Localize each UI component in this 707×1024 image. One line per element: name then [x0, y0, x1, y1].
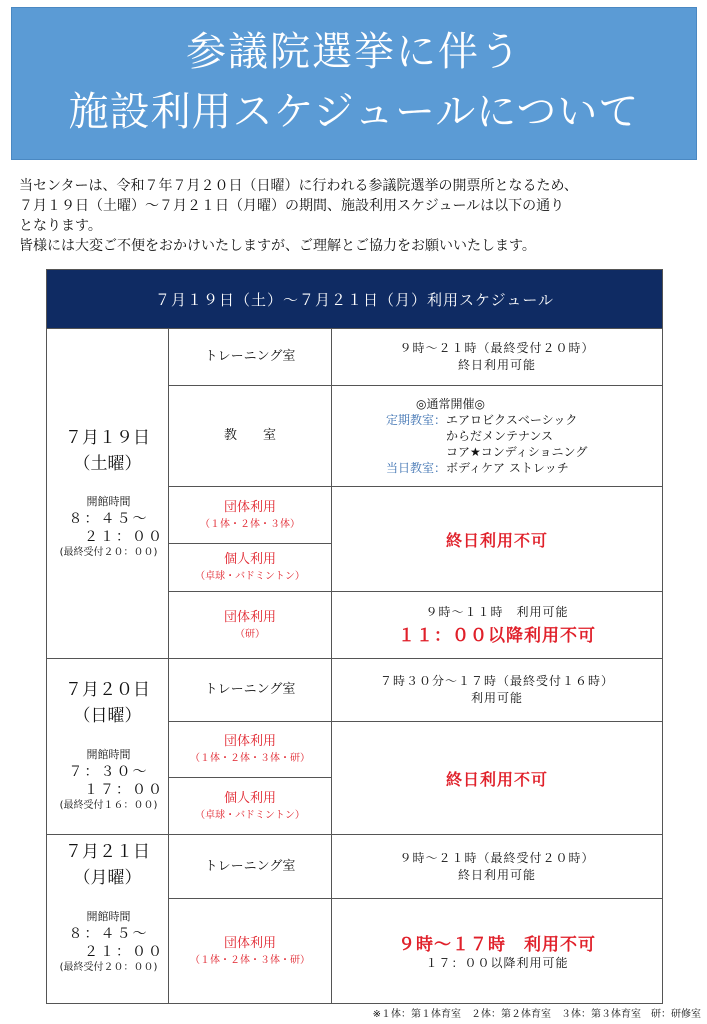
seminar-closed: １１：００以降利用不可 — [398, 626, 597, 646]
facility-training: トレーニング室 — [169, 659, 332, 722]
training-status: 終日利用可能 — [458, 867, 537, 882]
facility-training: トレーニング室 — [169, 835, 332, 899]
training-time: ９時～２１時（最終受付２０時） — [399, 850, 595, 865]
training-status: 終日利用可能 — [458, 358, 537, 372]
intro-line-1: 当センターは、令和７年７月２０日（日曜）に行われる参議院選挙の開票所となるため、 — [19, 178, 578, 194]
day-weekday: （日曜） — [73, 706, 142, 726]
group-use-sub: （１体・２体・３体・研） — [190, 753, 310, 764]
group-use-sub: （研） — [235, 628, 265, 640]
opening-to: ２１：００ — [84, 944, 164, 960]
individual-use-sub: （卓球・バドミントン） — [195, 809, 305, 821]
day-cell-0719 — [47, 329, 169, 659]
intro-line-4: 皆様には大変ご不便をおかけいたしますが、ご理解とご協力をお願いいたします。 — [19, 238, 536, 254]
intro-line-2: ７月１９日（土曜）～７月２１日（月曜）の期間、施設利用スケジュールは以下の通り — [19, 198, 565, 214]
day-date: ７月２０日 — [65, 680, 150, 700]
day-date: ７月１９日 — [65, 428, 150, 448]
daily-class-1: ボディケア ストレッチ — [446, 461, 569, 475]
opening-hours-label: 開館時間 — [86, 748, 131, 761]
individual-use-sub: （卓球・バドミントン） — [195, 571, 305, 582]
last-entry: (最終受付１６：００) — [59, 800, 158, 811]
training-schedule — [332, 329, 663, 386]
facility-individual-use — [169, 778, 332, 835]
opening-from: ７：３０～ — [68, 764, 149, 780]
last-entry: (最終受付２０：００) — [59, 547, 158, 558]
opening-hours — [53, 747, 164, 813]
regular-class-1: エアロビクスベーシック — [446, 413, 578, 427]
day-cell-0720 — [47, 659, 169, 835]
day-weekday: （月曜） — [73, 868, 142, 888]
facility-training: トレーニング室 — [169, 329, 332, 386]
day-weekday: （土曜） — [73, 454, 142, 474]
facility-classroom: 教 室 — [169, 386, 332, 487]
opening-hours-label: 開館時間 — [86, 495, 131, 508]
schedule-table — [46, 269, 663, 1004]
training-status: 利用可能 — [471, 691, 524, 705]
opening-to: ２１：００ — [84, 529, 164, 545]
group-use-sub: （１体・２体・３体） — [200, 518, 300, 530]
opening-hours — [53, 909, 164, 975]
individual-use-label: 個人利用 — [223, 790, 276, 806]
facility-group-use — [169, 722, 332, 778]
group-use-label: 団体利用 — [223, 609, 276, 625]
opening-from: ８：４５～ — [68, 511, 149, 527]
opening-hours-label: 開館時間 — [86, 910, 131, 923]
opening-to: １７：００ — [84, 782, 164, 798]
training-schedule — [332, 659, 663, 722]
footnote: ※１体：第１体育室 ２体：第２体育室 ３体：第３体育室 研：研修室 — [372, 1009, 701, 1020]
group-closed-hours: ９時～１７時 利用不可 — [398, 935, 597, 955]
training-time: ９時～２１時（最終受付２０時） — [399, 341, 595, 355]
classroom-schedule — [332, 386, 663, 487]
regular-class-3: コア★コンディショニング — [446, 445, 588, 459]
group-use-schedule — [332, 899, 663, 1004]
individual-use-label: 個人利用 — [223, 552, 276, 567]
title-line-2: 施設利用スケジュールについて — [68, 89, 640, 135]
facility-group-use — [169, 899, 332, 1004]
seminar-schedule — [332, 592, 663, 659]
group-use-label: 団体利用 — [223, 499, 276, 515]
day-cell-0721 — [47, 835, 169, 1004]
closed-all-day: 終日利用不可 — [332, 722, 663, 835]
facility-group-use — [169, 487, 332, 544]
title-banner — [11, 7, 697, 160]
training-time: ７時３０分～１７時（最終受付１６時） — [380, 674, 615, 688]
daily-class-label: 当日教室： — [386, 461, 447, 475]
facility-group-use-seminar — [169, 592, 332, 659]
group-use-label: 団体利用 — [223, 935, 276, 951]
intro-text — [19, 176, 699, 256]
closed-all-day: 終日利用不可 — [332, 487, 663, 592]
intro-line-3: となります。 — [19, 218, 102, 234]
seminar-time: ９時～１１時 利用可能 — [425, 605, 569, 619]
regular-class-2: からだメンテナンス — [446, 429, 554, 443]
table-header: ７月１９日（土）～７月２１日（月）利用スケジュール — [47, 270, 663, 329]
group-use-sub: （１体・２体・３体・研） — [190, 954, 310, 966]
class-title: ◎通常開催◎ — [416, 397, 485, 411]
facility-individual-use — [169, 544, 332, 592]
last-entry: (最終受付２０：００) — [59, 962, 158, 973]
title-line-1: 参議院選挙に伴う — [186, 29, 522, 75]
day-date: ７月２１日 — [65, 842, 150, 862]
regular-class-label: 定期教室： — [386, 413, 447, 427]
opening-from: ８：４５～ — [68, 926, 149, 942]
training-schedule — [332, 835, 663, 899]
group-use-label: 団体利用 — [223, 734, 276, 749]
group-available-after: １７：００以降利用可能 — [425, 956, 569, 970]
opening-hours — [53, 494, 164, 560]
